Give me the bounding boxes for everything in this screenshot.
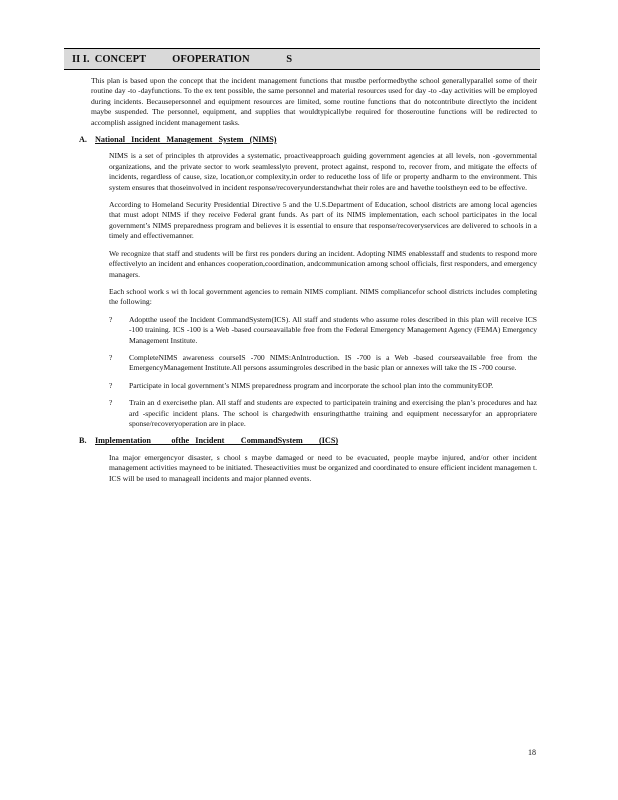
section-b-paragraph: Ina major emergencyor disaster, s chool s maybe damaged or need to be evacuated, people maybe injured, and/or other incident management activities mayneed to be initiated. Theseactivities must be organized and coordinated to ensure efficient incident managemen t. ICS will be used to manageall incidents and major planned events. bbox=[109, 452, 537, 483]
section-a-paragraph: According to Homeland Security Presidential Directive 5 and the U.S.Department of Education, school districts are among local agencies that must adopt NIMS if they receive Federal grant funds. As part of its NIMS implementation, each school participates in the local government’s NIMS preparedness program and believes it is essential to ensure that response/recoveryservices are delivered to schools in a timely and effectivemanner. bbox=[109, 200, 537, 241]
bullet-text: Participate in local government’s NIMS preparedness program and incorporate the school plan into the communityEOP. bbox=[129, 380, 494, 390]
section-b-heading: Implementation ofthe Incident CommandSystem (ICS) bbox=[95, 436, 339, 446]
document-body bbox=[79, 76, 537, 491]
section-heading-bar bbox=[64, 48, 540, 70]
bullet-mark: ? bbox=[109, 314, 113, 324]
section-a-paragraph: Each school work s wi th local government agencies to remain NIMS compliant. NIMS compliancefor school districts includes completing the following: bbox=[109, 286, 537, 307]
bullet-mark: ? bbox=[109, 398, 113, 408]
intro-paragraph: This plan is based upon the concept that the incident management functions that mustbe performedbythe school generallyparallel some of their routine day -to -dayfunctions. To the ex tent possible, the same personnel and material resources used for day -to -day activities will be employed during incidents. Becausepersonnel and equipment resources are limited, some routine functions that do notcontribute directlyto the incident maybe suspended. The personnel, equipment, and supplies that wouldtypicallybe required for thoseroutine functions will be redirected to accomplish assigned incident management tasks. bbox=[91, 76, 537, 127]
section-a-paragraph: NIMS is a set of principles th atprovides a systematic, proactiveapproach guiding government agencies at all levels, non -governmental organizations, and the private sector to work seamlesslyto prevent, protect against, respond to, recover from, and mitigate the effects of incidents, regardless of cause, size, location,or complexity,in order to reducethe loss of life or property andharm to the environment. This system ensures that thoseinvolved in incident response/recoveryunderstandwhat their roles are and havethe toolstheyn eed to be effective. bbox=[109, 151, 537, 192]
bullet-text: CompleteNIMS awareness courseIS -700 NIMS:AnIntroduction. IS -700 is a Web -based courseavailable free from the EmergencyManagement Institute.All persons assumingroles described in the basic plan or annexes will take the IS -700 course. bbox=[129, 352, 537, 373]
bullet-text: Train an d exercisethe plan. All staff and students are expected to participatein training and exercising the plan’s procedures and haz ard -specific incident plans. The school is chargedwith ensuringthatthe training and equipment necessaryfor an appropriatere sponse/recoveryoperation are in place. bbox=[129, 398, 537, 428]
bullet-mark: ? bbox=[109, 352, 113, 362]
bullet-mark: ? bbox=[109, 380, 113, 390]
section-heading: II I. CONCEPT OFOPERATION S bbox=[72, 53, 293, 65]
section-a-letter: A. bbox=[79, 135, 87, 145]
section-b-letter: B. bbox=[79, 436, 87, 446]
bullet-item bbox=[109, 353, 537, 374]
section-b-title bbox=[79, 436, 537, 446]
bullet-item bbox=[109, 398, 537, 429]
bullet-item bbox=[109, 381, 537, 391]
page-number: 18 bbox=[528, 748, 536, 757]
bullet-item bbox=[109, 315, 537, 346]
section-a-paragraph: We recognize that staff and students will be first res ponders during an incident. Adopting NIMS enablesstaff and students to respond more effectivelyto an incident and enhances cooperation,coordination, andcommunication among school officials, first responders, and emergency managers. bbox=[109, 248, 537, 279]
section-a-title bbox=[79, 135, 537, 145]
section-a-heading: National Incident Management System (NIMS) bbox=[95, 135, 277, 145]
bullet-text: Adoptthe useof the Incident CommandSystem(ICS). All staff and students who assume roles described in this plan will receive ICS -100 training. ICS -100 is a Web -based courseavailable free from the Federal Emergency Management Agency (FEMA) Emergency Management Institute. bbox=[129, 314, 537, 345]
